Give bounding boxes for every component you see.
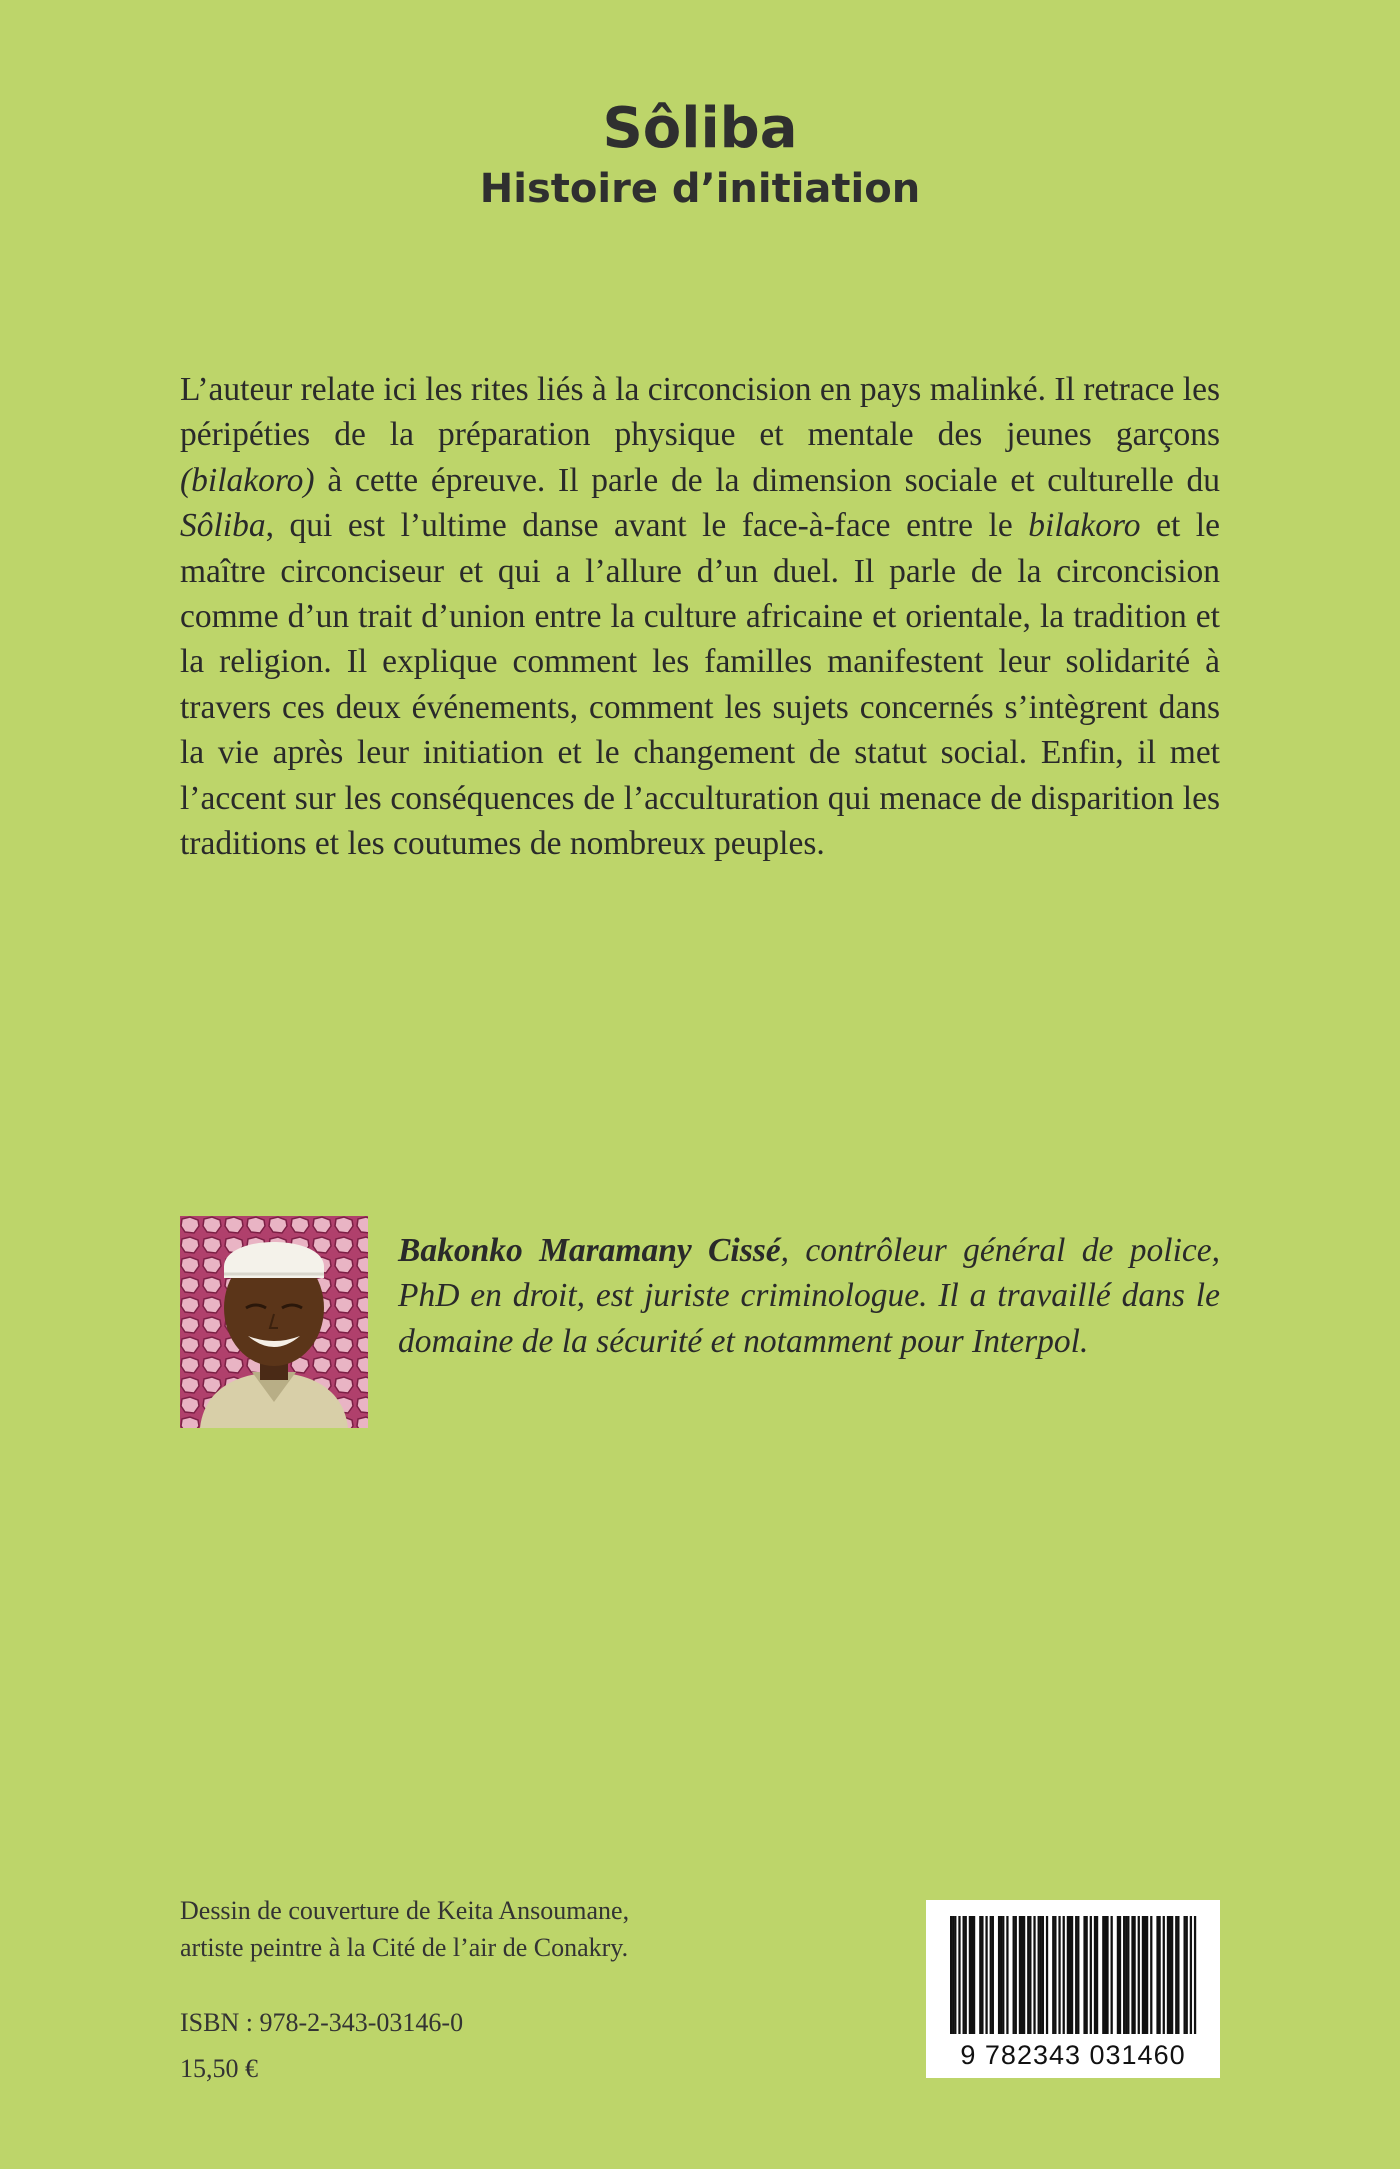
barcode-bar bbox=[1086, 1916, 1088, 2034]
barcode-bar bbox=[1102, 1916, 1104, 2034]
barcode bbox=[926, 1900, 1220, 2078]
barcode-bar bbox=[1142, 1916, 1144, 2034]
barcode-bar bbox=[1106, 1916, 1108, 2034]
barcode-bar bbox=[969, 1916, 971, 2034]
book-subtitle: Histoire d’initiation bbox=[479, 166, 921, 212]
barcode-bar bbox=[1071, 1916, 1073, 2034]
blurb-text-3: , qui est l’ultime danse avant le face-à-face entre le bbox=[265, 507, 1029, 545]
barcode-bar bbox=[998, 1916, 1000, 2034]
barcode-bar bbox=[1156, 1916, 1158, 2034]
barcode-bar bbox=[979, 1916, 981, 2034]
cover-credit-line-2: artiste peintre à la Cité de l’air de Conakry. bbox=[180, 1933, 629, 1962]
author-photo bbox=[180, 1216, 368, 1428]
barcode-bar bbox=[1183, 1916, 1185, 2034]
barcode-bar bbox=[958, 1916, 960, 2034]
cover-credit bbox=[180, 1892, 740, 1966]
author-portrait-image bbox=[180, 1216, 368, 1428]
barcode-bar bbox=[1144, 1916, 1146, 2034]
barcode-bar bbox=[1158, 1916, 1160, 2034]
barcode-bar bbox=[981, 1916, 983, 2034]
barcode-bar bbox=[1054, 1916, 1056, 2034]
barcode-bar bbox=[1002, 1916, 1004, 2034]
barcode-bar bbox=[971, 1916, 973, 2034]
barcode-bar bbox=[1169, 1916, 1171, 2034]
cover-credit-line-1: Dessin de couverture de Keita Ansoumane, bbox=[180, 1896, 630, 1925]
barcode-bar bbox=[1013, 1916, 1015, 2034]
blurb-italic-bilakoro-1: (bilakoro) bbox=[180, 461, 315, 499]
barcode-bar bbox=[1077, 1916, 1079, 2034]
barcode-bar bbox=[1027, 1916, 1029, 2034]
barcode-bar bbox=[1023, 1916, 1025, 2034]
barcode-bar bbox=[1111, 1916, 1113, 2034]
barcode-bar bbox=[1038, 1916, 1040, 2034]
barcode-bar bbox=[1127, 1916, 1129, 2034]
barcode-bar bbox=[1163, 1916, 1165, 2034]
barcode-bar bbox=[1190, 1916, 1192, 2034]
barcode-digits: 9 782343 031460 bbox=[960, 2040, 1186, 2070]
barcode-bar bbox=[1146, 1916, 1148, 2034]
barcode-bar bbox=[1083, 1916, 1085, 2034]
blurb-text-4: et le maître circonciseur et qui a l’allure d’un duel. Il parle de la circoncision comme d’un trait d’union entre la culture africaine et orientale, la tradition et la religion. Il explique comment les familles manifestent leur solidarité à travers ces deux événements, comment les sujets concernés s’intègrent dans la vie après leur initiation et le changement de statut social. Enfin, il met l’accent sur les conséquences de l’acculturation qui menace de disparition les traditions et les coutumes de nombreux peuples. bbox=[180, 507, 1220, 863]
barcode-bar bbox=[1094, 1916, 1096, 2034]
barcode-bar bbox=[1133, 1916, 1135, 2034]
book-blurb bbox=[180, 367, 1220, 866]
barcode-bar bbox=[1167, 1916, 1169, 2034]
isbn: ISBN : 978-2-343-03146-0 bbox=[180, 2008, 464, 2037]
blurb-text-2: à cette épreuve. Il parle de la dimension sociale et culturelle du bbox=[314, 461, 1220, 499]
barcode-bar bbox=[1138, 1916, 1140, 2034]
barcode-bar bbox=[990, 1916, 992, 2034]
barcode-bar bbox=[954, 1916, 956, 2034]
barcode-bar bbox=[1090, 1916, 1092, 2034]
barcode-bar bbox=[1125, 1916, 1127, 2034]
barcode-bar bbox=[963, 1916, 965, 2034]
barcode-bar bbox=[1033, 1916, 1035, 2034]
barcode-bar bbox=[1000, 1916, 1002, 2034]
barcode-bar bbox=[992, 1916, 994, 2034]
barcode-bar bbox=[1104, 1916, 1106, 2034]
blurb-italic-soliba: Sôliba bbox=[180, 507, 266, 545]
barcode-bar bbox=[1175, 1916, 1177, 2034]
barcode-bar bbox=[950, 1916, 952, 2034]
barcode-bar bbox=[1069, 1916, 1071, 2034]
author-bio bbox=[398, 1228, 1220, 1364]
barcode-bar bbox=[1131, 1916, 1133, 2034]
barcode-bar bbox=[1096, 1916, 1098, 2034]
barcode-bar bbox=[1075, 1916, 1077, 2034]
barcode-bar bbox=[1171, 1916, 1173, 2034]
author-bio-text: , contrôleur général de police, PhD en droit, est juriste criminologue. Il a travaillé dans le domaine de la sécurité et notamment pour Interpol. bbox=[398, 1232, 1220, 1360]
barcode-bar bbox=[1067, 1916, 1069, 2034]
barcode-bar bbox=[1029, 1916, 1031, 2034]
barcode-bar bbox=[973, 1916, 975, 2034]
barcode-bar bbox=[1186, 1916, 1188, 2034]
price: 15,50 € bbox=[180, 2054, 258, 2083]
barcode-bar bbox=[1019, 1916, 1021, 2034]
barcode-bar bbox=[1058, 1916, 1060, 2034]
barcode-bar bbox=[1052, 1916, 1054, 2034]
barcode-bar bbox=[952, 1916, 954, 2034]
barcode-bar bbox=[1040, 1916, 1042, 2034]
barcode-bar bbox=[1046, 1916, 1048, 2034]
barcode-bar bbox=[1042, 1916, 1044, 2034]
barcode-bar bbox=[1123, 1916, 1125, 2034]
barcode-bar bbox=[1015, 1916, 1017, 2034]
barcode-bar bbox=[985, 1916, 987, 2034]
barcode-bar bbox=[1117, 1916, 1119, 2034]
barcode-bar bbox=[1006, 1916, 1008, 2034]
barcode-bar bbox=[1021, 1916, 1023, 2034]
barcode-bar bbox=[965, 1916, 967, 2034]
blurb-text-1: L’auteur relate ici les rites liés à la circoncision en pays malinké. Il retrace les péripéties de la préparation physique et mentale des jeunes garçons bbox=[180, 371, 1220, 454]
title-block bbox=[0, 96, 1400, 216]
barcode-bar bbox=[1194, 1916, 1196, 2034]
barcode-bar bbox=[1119, 1916, 1121, 2034]
barcode-bar bbox=[1177, 1916, 1179, 2034]
blurb-italic-bilakoro-2: bilakoro bbox=[1028, 507, 1141, 545]
barcode-bar bbox=[1063, 1916, 1065, 2034]
barcode-bar bbox=[1150, 1916, 1152, 2034]
author-name: Bakonko Maramany Cissé bbox=[398, 1232, 781, 1269]
book-title: Sôliba bbox=[602, 96, 798, 161]
